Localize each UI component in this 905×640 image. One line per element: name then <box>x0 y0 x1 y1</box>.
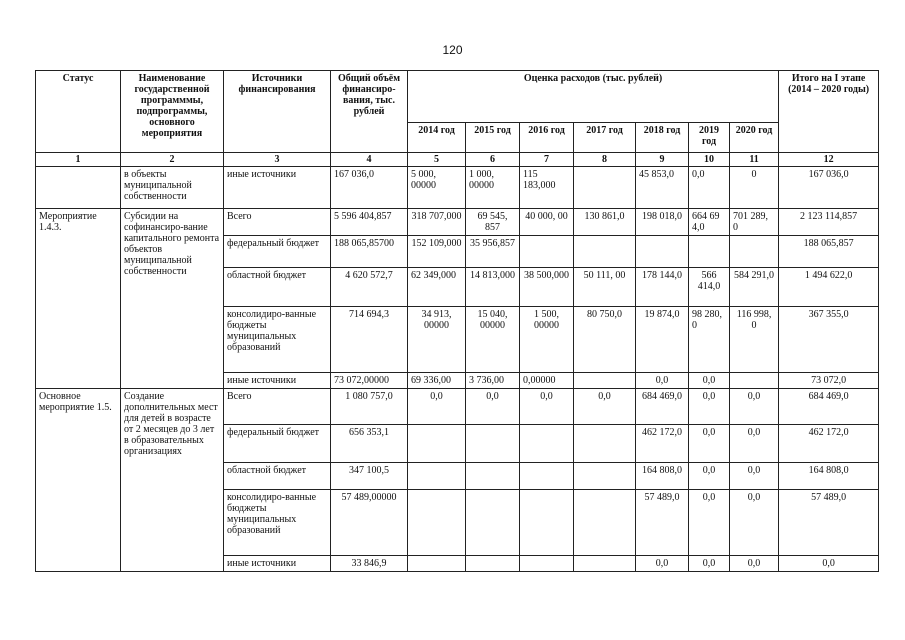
header-year: 2020 год <box>730 123 779 153</box>
year-cell <box>730 236 779 268</box>
year-cell: 19 874,0 <box>636 307 689 373</box>
year-cell: 115 183,000 <box>520 167 574 209</box>
source-cell: областной бюджет <box>224 463 331 490</box>
source-cell: федеральный бюджет <box>224 425 331 463</box>
year-cell: 462 172,0 <box>636 425 689 463</box>
year-cell: 178 144,0 <box>636 268 689 307</box>
year-cell: 0,0 <box>689 389 730 425</box>
column-number: 9 <box>636 153 689 167</box>
year-cell <box>636 236 689 268</box>
year-cell: 318 707,000 <box>408 209 466 236</box>
source-cell: иные источники <box>224 167 331 209</box>
column-number: 5 <box>408 153 466 167</box>
year-cell: 0 <box>730 167 779 209</box>
name-cell: Субсидии на софинансиро-вание капитального ремонта объектов муниципальной собственности <box>121 209 224 389</box>
year-cell: 1 000, 00000 <box>466 167 520 209</box>
header-year: 2019 год <box>689 123 730 153</box>
year-cell: 0,0 <box>730 556 779 572</box>
header-total: Общий объём финансиро-вания, тыс. рублей <box>331 71 408 153</box>
total-cell: 347 100,5 <box>331 463 408 490</box>
year-cell: 57 489,0 <box>636 490 689 556</box>
status-cell: Основное мероприятие 1.5. <box>36 389 121 572</box>
header-year: 2016 год <box>520 123 574 153</box>
year-cell <box>574 556 636 572</box>
header-year: 2014 год <box>408 123 466 153</box>
year-cell: 116 998, 0 <box>730 307 779 373</box>
total-cell: 73 072,00000 <box>331 373 408 389</box>
year-cell <box>466 425 520 463</box>
header-year: 2018 год <box>636 123 689 153</box>
header-name: Наименование государственной программмы, подпрограммы, основного мероприятия <box>121 71 224 153</box>
itog-cell: 684 469,0 <box>779 389 879 425</box>
year-cell <box>408 556 466 572</box>
column-number: 10 <box>689 153 730 167</box>
year-cell: 0,0 <box>689 373 730 389</box>
year-cell <box>574 373 636 389</box>
year-cell <box>689 236 730 268</box>
year-cell <box>520 490 574 556</box>
header-sources: Источники финансирования <box>224 71 331 153</box>
year-cell <box>466 556 520 572</box>
year-cell: 69 545, 857 <box>466 209 520 236</box>
year-cell: 62 349,000 <box>408 268 466 307</box>
year-cell: 45 853,0 <box>636 167 689 209</box>
page-number: 120 <box>442 43 463 57</box>
year-cell: 0,0 <box>689 490 730 556</box>
itog-cell: 73 072,0 <box>779 373 879 389</box>
itog-cell: 188 065,857 <box>779 236 879 268</box>
year-cell: 566 414,0 <box>689 268 730 307</box>
total-cell: 33 846,9 <box>331 556 408 572</box>
total-cell: 167 036,0 <box>331 167 408 209</box>
status-cell: Мероприятие 1.4.3. <box>36 209 121 389</box>
column-number: 12 <box>779 153 879 167</box>
total-cell: 5 596 404,857 <box>331 209 408 236</box>
total-cell: 714 694,3 <box>331 307 408 373</box>
total-cell: 656 353,1 <box>331 425 408 463</box>
column-number: 4 <box>331 153 408 167</box>
year-cell <box>408 463 466 490</box>
year-cell: 0,0 <box>466 389 520 425</box>
source-cell: иные источники <box>224 373 331 389</box>
year-cell: 0,0 <box>574 389 636 425</box>
column-number: 2 <box>121 153 224 167</box>
header-status: Статус <box>36 71 121 153</box>
year-cell: 5 000, 00000 <box>408 167 466 209</box>
year-cell: 34 913, 00000 <box>408 307 466 373</box>
name-cell: в объекты муниципальной собственности <box>121 167 224 209</box>
year-cell: 14 813,000 <box>466 268 520 307</box>
itog-cell: 57 489,0 <box>779 490 879 556</box>
year-cell: 0,0 <box>408 389 466 425</box>
column-number: 11 <box>730 153 779 167</box>
year-cell: 38 500,000 <box>520 268 574 307</box>
header-estimate: Оценка расходов (тыс. рублей) <box>408 71 779 123</box>
column-number: 3 <box>224 153 331 167</box>
year-cell: 0,0 <box>730 425 779 463</box>
column-number: 7 <box>520 153 574 167</box>
year-cell: 80 750,0 <box>574 307 636 373</box>
year-cell: 164 808,0 <box>636 463 689 490</box>
source-cell: федеральный бюджет <box>224 236 331 268</box>
source-cell: консолидиро-ванные бюджеты муниципальных образований <box>224 490 331 556</box>
year-cell: 3 736,00 <box>466 373 520 389</box>
itog-cell: 167 036,0 <box>779 167 879 209</box>
year-cell <box>574 490 636 556</box>
table-row <box>36 389 879 425</box>
year-cell: 50 111, 00 <box>574 268 636 307</box>
year-cell: 0,0 <box>730 389 779 425</box>
year-cell <box>574 425 636 463</box>
year-cell: 0,0 <box>689 425 730 463</box>
source-cell: Всего <box>224 389 331 425</box>
itog-cell: 0,0 <box>779 556 879 572</box>
year-cell: 198 018,0 <box>636 209 689 236</box>
itog-cell: 1 494 622,0 <box>779 268 879 307</box>
year-cell: 98 280, 0 <box>689 307 730 373</box>
year-cell: 584 291,0 <box>730 268 779 307</box>
year-cell: 0,0 <box>520 389 574 425</box>
year-cell <box>574 167 636 209</box>
header-year: 2015 год <box>466 123 520 153</box>
year-cell <box>466 490 520 556</box>
year-cell: 152 109,000 <box>408 236 466 268</box>
year-cell: 15 040, 00000 <box>466 307 520 373</box>
year-cell <box>466 463 520 490</box>
budget-table <box>35 70 879 572</box>
year-cell: 130 861,0 <box>574 209 636 236</box>
source-cell: Всего <box>224 209 331 236</box>
itog-cell: 164 808,0 <box>779 463 879 490</box>
year-cell <box>574 236 636 268</box>
column-number: 6 <box>466 153 520 167</box>
year-cell: 40 000, 00 <box>520 209 574 236</box>
source-cell: консолидиро-ванные бюджеты муниципальных образований <box>224 307 331 373</box>
status-cell <box>36 167 121 209</box>
table-row <box>36 209 879 236</box>
year-cell: 0,0 <box>636 556 689 572</box>
total-cell: 4 620 572,7 <box>331 268 408 307</box>
year-cell: 0,0 <box>689 463 730 490</box>
year-cell: 0,0 <box>689 556 730 572</box>
total-cell: 1 080 757,0 <box>331 389 408 425</box>
year-cell <box>520 556 574 572</box>
year-cell: 35 956,857 <box>466 236 520 268</box>
header-year: 2017 год <box>574 123 636 153</box>
itog-cell: 462 172,0 <box>779 425 879 463</box>
year-cell: 0,0 <box>730 463 779 490</box>
year-cell: 1 500, 00000 <box>520 307 574 373</box>
column-number: 8 <box>574 153 636 167</box>
year-cell <box>730 373 779 389</box>
year-cell: 701 289, 0 <box>730 209 779 236</box>
source-cell: областной бюджет <box>224 268 331 307</box>
itog-cell: 2 123 114,857 <box>779 209 879 236</box>
year-cell: 684 469,0 <box>636 389 689 425</box>
header-itog: Итого на I этапе (2014 – 2020 годы) <box>779 71 879 153</box>
year-cell: 0,00000 <box>520 373 574 389</box>
year-cell: 664 69 4,0 <box>689 209 730 236</box>
year-cell: 0,0 <box>636 373 689 389</box>
source-cell: иные источники <box>224 556 331 572</box>
year-cell: 0,0 <box>689 167 730 209</box>
name-cell: Создание дополнительных мест для детей в возрасте от 2 месяцев до 3 лет в образовательных организациях <box>121 389 224 572</box>
year-cell <box>520 425 574 463</box>
table-row <box>36 167 879 209</box>
total-cell: 188 065,85700 <box>331 236 408 268</box>
year-cell <box>408 425 466 463</box>
total-cell: 57 489,00000 <box>331 490 408 556</box>
year-cell <box>520 463 574 490</box>
itog-cell: 367 355,0 <box>779 307 879 373</box>
year-cell <box>408 490 466 556</box>
year-cell <box>574 463 636 490</box>
year-cell: 69 336,00 <box>408 373 466 389</box>
year-cell: 0,0 <box>730 490 779 556</box>
column-number: 1 <box>36 153 121 167</box>
year-cell <box>520 236 574 268</box>
